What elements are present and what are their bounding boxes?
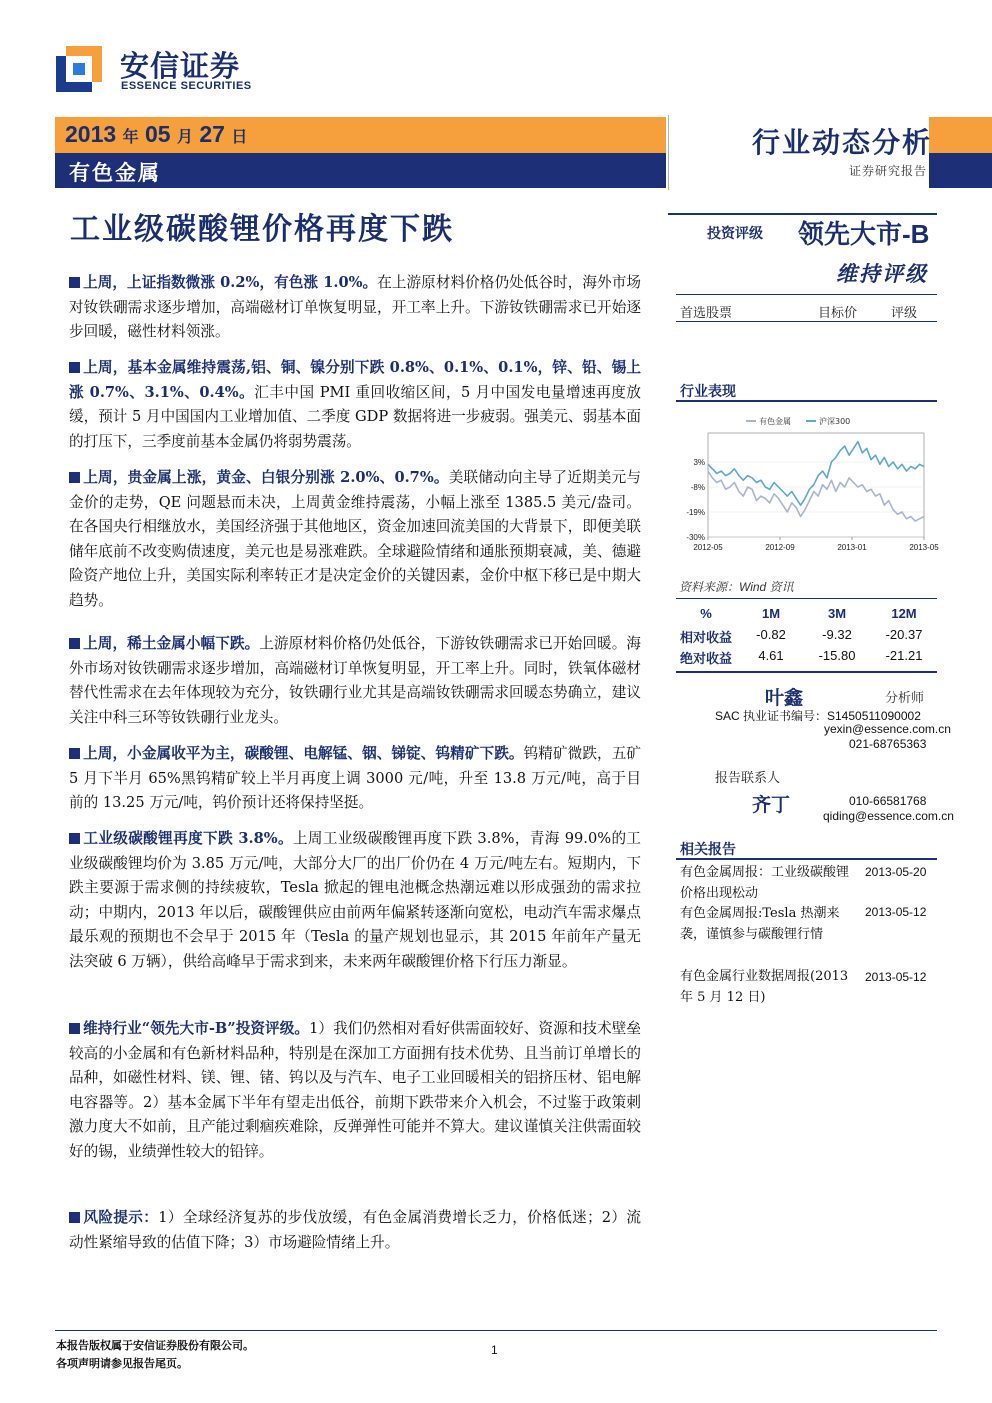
bullet-icon (69, 833, 80, 844)
header-divider (668, 115, 669, 190)
perf-cell: -9.32 (822, 627, 852, 642)
contact-name: 齐丁 (752, 794, 791, 816)
perf-header-12m: 12M (891, 606, 917, 621)
chart-y-tick-label: -19% (686, 508, 705, 517)
perf-cell: -21.21 (885, 648, 923, 663)
rating-top-rule (668, 213, 937, 215)
paragraph-text: 在上游原材料价格仍处低谷时，海外市场对钕铁硼需求逐步增加，高端磁材订单恢复明显，开工率上升。下游钕铁硼需求已开始逐步回暖，磁性材料领涨。 (69, 274, 641, 340)
picks-col-rating: 评级 (891, 306, 918, 321)
chart-y-tick-label: -8% (690, 483, 705, 492)
contact-email[interactable]: qiding@essence.com.cn (823, 809, 954, 823)
sector-label: 有色金属 (69, 160, 161, 185)
related-item-title[interactable]: 有色金属周报:Tesla 热潮来袭，谨慎参与碳酸锂行情 (680, 906, 840, 942)
analyst-phone: 021-68765363 (849, 737, 927, 751)
brand-logo-icon (56, 46, 102, 92)
page-title: 工业级碳酸锂价格再度下跌 (70, 212, 454, 247)
rating-value: 领先大市-B (798, 219, 930, 249)
picks-bottom-rule (676, 321, 937, 322)
brand-name-cn: 安信证券 (120, 51, 241, 83)
date-month: 05 (144, 121, 171, 147)
perf-header-1m: 1M (761, 606, 781, 621)
bullet-icon (69, 748, 80, 759)
picks-col-target: 目标价 (818, 306, 858, 321)
analyst-role: 分析师 (885, 691, 925, 706)
paragraph-lead: 风险提示： (83, 1209, 159, 1226)
bullet-icon (69, 277, 80, 288)
body-paragraph (69, 466, 641, 613)
paragraph-text: 美联储动向主导了近期美元与金价的走势，QE 问题悬而未决，上周黄金维持震荡，小幅上涨至 1385.5 美元/盎司。在各国央行相继放水，美国经济强于其他地区，资金加速回流美国的大背景下，即便美联储年底前不改变购债速度，美元也是易涨难跌。全球避险情绪和通胀预期衰减，美、德避险资产地位上升，美国实际利率转正才是决定金价的关键因素，金价中枢下移已是中期大趋势。 (69, 469, 641, 609)
perf-row-label: 绝对收益 (679, 652, 732, 667)
table-top-rule (676, 598, 937, 599)
body-paragraph (69, 1206, 641, 1255)
chart-plot-frame (708, 433, 924, 537)
date-month-unit: 月 (176, 129, 193, 146)
report-type: 行业动态分析 (752, 126, 933, 159)
chart-source: 资料来源：Wind 资讯 (679, 580, 794, 594)
table-row (676, 627, 938, 647)
related-item-date: 2013-05-20 (865, 865, 927, 879)
related-item-title[interactable]: 有色金属周报：工业级碳酸锂价格出现松动 (680, 865, 850, 901)
paragraph-lead: 上周，贵金属上涨，黄金、白银分别涨 2.0%、0.7%。 (83, 469, 449, 486)
paragraph-text: 上游原材料价格仍处低谷，下游钕铁硼需求已开始回暖。海外市场对钕铁硼需求逐步增加，高端磁材订单恢复明显，开工率上升。同时，铁氧体磁材替代性需求在去年体现较为充分，钕铁硼行业尤其是高端钕铁硼需求回暖态势确立，建议关注中科三环等钕铁硼行业龙头。 (69, 635, 641, 726)
related-item-date: 2013-05-12 (865, 970, 927, 984)
perf-cell: -0.82 (756, 627, 786, 642)
paragraph-text: 钨精矿微跌，五矿 5 月下半月 65%黑钨精矿较上半月再度上调 3000 元/吨，升至 13.8 万元/吨，高于目前的 13.25 万元/吨，钨价预计还将保持坚挺。 (69, 745, 641, 811)
picks-top-rule (676, 294, 937, 295)
chart-x-tick-label: 2012-09 (765, 543, 795, 552)
rating-label: 投资评级 (707, 226, 763, 242)
date-band-right (929, 117, 992, 153)
chart-series-line (708, 442, 924, 506)
table-row (676, 648, 938, 668)
paragraph-text: 汇丰中国 PMI 重回收缩区间，5 月中国发电量增速再度放缓，预计 5 月中国国内工业增加值、二季度 GDP 数据将进一步疲弱。强美元、弱基本面的打压下，三季度前基本金属仍将弱势震荡。 (69, 383, 641, 450)
perf-cell: -20.37 (885, 627, 923, 642)
report-subtitle: 证券研究报告 (849, 164, 928, 178)
performance-rule (676, 400, 937, 402)
contact-label: 报告联系人 (715, 771, 781, 786)
body-paragraph (69, 827, 641, 974)
brand-name-en: ESSENCE SECURITIES (121, 80, 252, 92)
perf-row-label: 相对收益 (679, 631, 732, 646)
analyst-email[interactable]: yexin@essence.com.cn (824, 722, 951, 736)
contact-phone: 010-66581768 (849, 794, 927, 808)
analyst-name: 叶鑫 (765, 687, 804, 709)
related-item-title[interactable]: 有色金属行业数据周报(2013 年 5 月 12 日) (680, 969, 849, 1005)
chart-legend-label: 沪深300 (819, 417, 851, 426)
bullet-icon (69, 1212, 80, 1223)
perf-header-unit: % (700, 606, 712, 621)
paragraph-lead: 工业级碳酸锂再度下跌 3.8%。 (83, 830, 293, 847)
table-bottom-rule (676, 671, 937, 673)
footer-disclaimer: 各项声明请参见报告尾页。 (56, 1357, 188, 1370)
paragraph-lead: 维持行业“领先大市-B”投资评级。 (83, 1020, 310, 1037)
analyst-sac: SAC 执业证书编号：S1450511090002 (715, 709, 921, 723)
chart-legend-label: 有色金属 (759, 417, 791, 426)
related-item-date: 2013-05-12 (865, 905, 927, 919)
body-paragraph (69, 742, 641, 816)
performance-header-row (676, 606, 938, 626)
paragraph-lead: 上周，上证指数微涨 0.2%，有色涨 1.0%。 (83, 274, 378, 291)
bullet-icon (69, 1023, 80, 1034)
paragraph-lead: 上周，基本金属维持震荡,铝、铜、镍分别下跌 0.8%、0.1%、0.1%，锌、铅、锡上涨 0.7%、3.1%、0.4%。 (69, 359, 641, 401)
bullet-icon (69, 472, 80, 483)
related-title: 相关报告 (680, 842, 736, 858)
chart-x-tick-label: 2013-01 (837, 543, 867, 552)
picks-col-stock: 首选股票 (680, 306, 733, 321)
paragraph-text: 上周工业级碳酸锂再度下跌 3.8%，青海 99.0%的工业级碳酸锂均价为 3.85 万元/吨，大部分大厂的出厂价仍在 4 万元/吨左右。短期内，下跌主要源于需求侧的持续疲软，Tesla 掀起的锂电池概念热潮远难以形成强劲的需求拉动；中期内，2013 年以后，碳酸锂供应由前两年偏紧转逐渐向宽松，电动汽车需求爆点最乐观的预期也不会早于 2015 年（Tesla 的量产规划也显示，其 2015 年前年产量无法突破 6 万辆），供给高峰早于需求到来，未来两年碳酸锂价格下行压力渐显。 (69, 830, 642, 970)
paragraph-lead: 上周，稀土金属小幅下跌。 (83, 635, 260, 652)
chart-x-tick-label: 2013-05 (909, 543, 939, 552)
perf-header-3m: 3M (827, 606, 847, 621)
date-day: 27 (199, 121, 225, 147)
report-date (65, 121, 247, 148)
paragraph-text: 1）全球经济复苏的步伐放缓，有色金属消费增长乏力，价格低迷；2）流动性紧缩导致的估值下降；3）市场避险情绪上升。 (69, 1209, 641, 1251)
date-day-unit: 日 (231, 129, 248, 146)
body-paragraph (69, 632, 641, 730)
page-number: 1 (491, 1343, 498, 1357)
footer-copyright: 本报告版权属于安信证券股份有限公司。 (56, 1339, 254, 1352)
performance-chart (678, 407, 940, 559)
paragraph-text: 1）我们仍然相对看好供需面较好、资源和技术壁垒较高的小金属和有色新材料品种，特别是在深加工方面拥有技术优势、且当前订单增长的品种，如磁性材料、镁、锂、锗、钨以及与汽车、电子工业回暖相关的铝挤压材、铝电解电容器等。2）基本金属下半年有望走出低谷，前期下跌带来介入机会，不过鉴于政策刺激力度大不如前，且产能过剩痼疾难除，反弹弹性可能并不算大。建议谨慎关注供需面较好的锡，业绩弹性较大的铅锌。 (69, 1020, 641, 1160)
perf-cell: -15.80 (818, 648, 856, 663)
sector-band-right (929, 153, 992, 188)
body-paragraph (69, 356, 641, 454)
chart-y-tick-label: -30% (686, 533, 705, 542)
rating-action: 维持评级 (836, 261, 928, 286)
bullet-icon (69, 638, 80, 649)
date-year-unit: 年 (122, 129, 139, 146)
chart-x-tick-label: 2012-05 (693, 543, 723, 552)
chart-y-tick-label: 3% (693, 458, 705, 467)
footer-rule (55, 1330, 937, 1331)
related-rule (676, 858, 937, 860)
performance-title: 行业表现 (680, 384, 736, 400)
body-paragraph (69, 271, 641, 345)
paragraph-lead: 上周，小金属收平为主，碳酸锂、电解锰、铟、锑锭、钨精矿下跌。 (83, 745, 524, 762)
date-year: 2013 (65, 121, 117, 147)
perf-cell: 4.61 (758, 648, 784, 663)
bullet-icon (69, 362, 80, 373)
body-paragraph (69, 1017, 641, 1164)
